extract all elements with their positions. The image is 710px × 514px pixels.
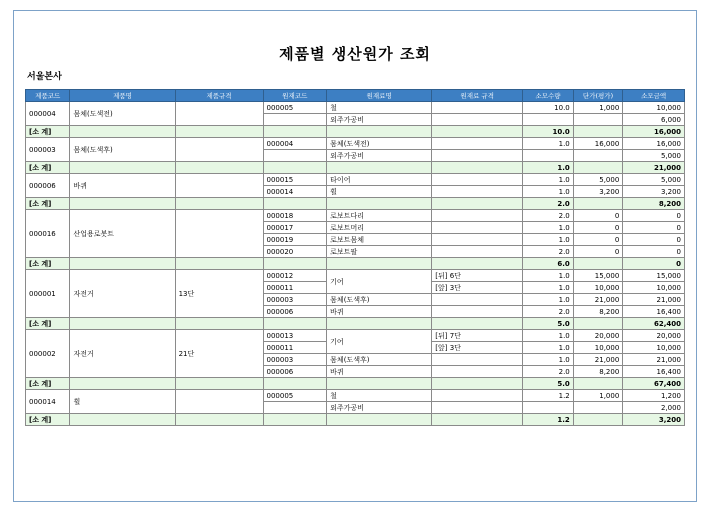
unit-price: 8,200 (573, 306, 623, 318)
product-code: 000016 (26, 210, 70, 258)
subtotal-amount: 0 (623, 258, 685, 270)
subtotal-empty (573, 414, 623, 426)
subtotal-empty (573, 318, 623, 330)
quantity: 2.0 (523, 306, 574, 318)
quantity (523, 114, 574, 126)
material-spec: [앞] 3단 (432, 282, 523, 294)
material-name: 바퀴 (327, 306, 432, 318)
col-header[interactable]: 원재료명 (327, 90, 432, 102)
table-row[interactable] (26, 174, 685, 186)
subtotal-empty (263, 198, 327, 210)
material-spec: [뒤] 7단 (432, 330, 523, 342)
product-name: 몸체(도색전) (70, 102, 175, 126)
page-title: 제품별 생산원가 조회 (279, 45, 431, 63)
subtotal-amount: 16,000 (623, 126, 685, 138)
subtotal-empty (70, 162, 175, 174)
amount: 0 (623, 234, 685, 246)
subtotal-empty (432, 198, 523, 210)
material-name: 휠 (327, 186, 432, 198)
material-code: 000018 (263, 210, 327, 222)
subtotal-amount: 8,200 (623, 198, 685, 210)
amount: 3,200 (623, 186, 685, 198)
quantity: 1.0 (523, 174, 574, 186)
material-spec (432, 402, 523, 414)
material-spec (432, 222, 523, 234)
subtotal-empty (70, 414, 175, 426)
amount: 10,000 (623, 102, 685, 114)
col-header[interactable]: 제품명 (70, 90, 175, 102)
col-header[interactable]: 제품코드 (26, 90, 70, 102)
material-name: 몸체(도색전) (327, 138, 432, 150)
material-spec (432, 294, 523, 306)
subtotal-row[interactable] (26, 414, 685, 426)
material-name: 로보트머리 (327, 222, 432, 234)
amount: 6,000 (623, 114, 685, 126)
header-row (26, 90, 685, 102)
product-name: 자전거 (70, 330, 175, 378)
subtotal-empty (70, 126, 175, 138)
subtotal-label: [소 계] (26, 414, 70, 426)
unit-price: 5,000 (573, 174, 623, 186)
quantity: 1.0 (523, 138, 574, 150)
product-code: 000004 (26, 102, 70, 126)
quantity: 1.0 (523, 186, 574, 198)
product-name: 바퀴 (70, 174, 175, 198)
material-code: 000006 (263, 366, 327, 378)
material-name: 로보트다리 (327, 210, 432, 222)
unit-price: 1,000 (573, 390, 623, 402)
product-spec (175, 174, 263, 198)
table-row[interactable] (26, 102, 685, 114)
table-row[interactable] (26, 330, 685, 342)
unit-price: 16,000 (573, 138, 623, 150)
subtotal-empty (573, 162, 623, 174)
subtotal-row[interactable] (26, 378, 685, 390)
material-name: 기어 (327, 270, 432, 294)
material-code: 000004 (263, 138, 327, 150)
material-spec (432, 174, 523, 186)
product-spec: 13단 (175, 270, 263, 318)
subtotal-empty (70, 258, 175, 270)
subtotal-empty (263, 318, 327, 330)
unit-price: 0 (573, 234, 623, 246)
amount: 5,000 (623, 174, 685, 186)
subtotal-label: [소 계] (26, 126, 70, 138)
quantity: 2.0 (523, 210, 574, 222)
quantity: 2.0 (523, 366, 574, 378)
subtotal-quantity: 2.0 (523, 198, 574, 210)
material-code: 000005 (263, 102, 327, 114)
subtotal-label: [소 계] (26, 198, 70, 210)
unit-price: 3,200 (573, 186, 623, 198)
product-name: 산업용로봇트 (70, 210, 175, 258)
subtotal-empty (432, 414, 523, 426)
product-code: 000014 (26, 390, 70, 414)
material-code: 000020 (263, 246, 327, 258)
quantity: 1.0 (523, 294, 574, 306)
unit-price: 15,000 (573, 270, 623, 282)
material-spec (432, 114, 523, 126)
product-spec: 21단 (175, 330, 263, 378)
table-row[interactable] (26, 138, 685, 150)
material-spec (432, 210, 523, 222)
amount: 20,000 (623, 330, 685, 342)
subtotal-empty (573, 258, 623, 270)
subtotal-quantity: 1.2 (523, 414, 574, 426)
material-code: 000011 (263, 342, 327, 354)
subtotal-label: [소 계] (26, 258, 70, 270)
subtotal-empty (70, 378, 175, 390)
table-row[interactable] (26, 390, 685, 402)
amount: 16,400 (623, 366, 685, 378)
material-name: 로보트몸체 (327, 234, 432, 246)
unit-price: 21,000 (573, 354, 623, 366)
subtotal-amount: 62,400 (623, 318, 685, 330)
material-code: 000013 (263, 330, 327, 342)
product-code: 000006 (26, 174, 70, 198)
amount: 21,000 (623, 354, 685, 366)
material-spec (432, 138, 523, 150)
subtotal-empty (432, 378, 523, 390)
quantity: 10.0 (523, 102, 574, 114)
subtotal-row[interactable] (26, 162, 685, 174)
col-header[interactable]: 소모수량 (523, 90, 574, 102)
material-code (263, 402, 327, 414)
subtotal-amount: 21,000 (623, 162, 685, 174)
quantity (523, 402, 574, 414)
amount: 10,000 (623, 282, 685, 294)
amount: 1,200 (623, 390, 685, 402)
subtotal-quantity: 5.0 (523, 318, 574, 330)
material-code: 000005 (263, 390, 327, 402)
material-code: 000003 (263, 354, 327, 366)
material-code: 000019 (263, 234, 327, 246)
material-code: 000006 (263, 306, 327, 318)
product-code: 000003 (26, 138, 70, 162)
material-name: 외주가공비 (327, 114, 432, 126)
material-name: 외주가공비 (327, 150, 432, 162)
quantity: 1.0 (523, 330, 574, 342)
subtotal-quantity: 6.0 (523, 258, 574, 270)
material-name: 바퀴 (327, 366, 432, 378)
amount: 0 (623, 222, 685, 234)
subtotal-empty (327, 378, 432, 390)
material-name: 외주가공비 (327, 402, 432, 414)
material-code: 000015 (263, 174, 327, 186)
subtotal-empty (327, 258, 432, 270)
material-name: 몸체(도색후) (327, 294, 432, 306)
unit-price: 0 (573, 210, 623, 222)
subtotal-label: [소 계] (26, 378, 70, 390)
material-name: 기어 (327, 330, 432, 354)
unit-price: 10,000 (573, 342, 623, 354)
subtotal-empty (263, 378, 327, 390)
material-spec (432, 306, 523, 318)
unit-price: 21,000 (573, 294, 623, 306)
product-spec (175, 390, 263, 414)
product-code: 000001 (26, 270, 70, 318)
quantity: 1.0 (523, 354, 574, 366)
subtotal-empty (432, 162, 523, 174)
quantity: 1.0 (523, 270, 574, 282)
quantity: 1.0 (523, 234, 574, 246)
subtotal-row[interactable] (26, 258, 685, 270)
unit-price (573, 114, 623, 126)
material-code: 000014 (263, 186, 327, 198)
quantity: 1.0 (523, 222, 574, 234)
subtotal-empty (175, 378, 263, 390)
amount: 10,000 (623, 342, 685, 354)
subtotal-empty (175, 318, 263, 330)
material-code (263, 114, 327, 126)
material-spec (432, 102, 523, 114)
table-row[interactable] (26, 210, 685, 222)
subtotal-quantity: 1.0 (523, 162, 574, 174)
subtotal-empty (573, 126, 623, 138)
subtotal-amount: 3,200 (623, 414, 685, 426)
subtotal-empty (175, 198, 263, 210)
material-name: 로보트팔 (327, 246, 432, 258)
amount: 0 (623, 210, 685, 222)
subtotal-empty (327, 162, 432, 174)
unit-price: 8,200 (573, 366, 623, 378)
material-spec (432, 354, 523, 366)
product-code: 000002 (26, 330, 70, 378)
product-name: 자전거 (70, 270, 175, 318)
table-body (26, 102, 685, 426)
material-code: 000003 (263, 294, 327, 306)
amount: 15,000 (623, 270, 685, 282)
unit-price (573, 402, 623, 414)
amount: 16,400 (623, 306, 685, 318)
unit-price: 20,000 (573, 330, 623, 342)
material-name: 타이어 (327, 174, 432, 186)
amount: 21,000 (623, 294, 685, 306)
unit-price: 0 (573, 246, 623, 258)
subtotal-empty (432, 126, 523, 138)
col-header[interactable]: 소모금액 (623, 90, 685, 102)
subtotal-empty (327, 318, 432, 330)
subtotal-empty (263, 414, 327, 426)
subtotal-empty (175, 258, 263, 270)
subtotal-quantity: 10.0 (523, 126, 574, 138)
amount: 0 (623, 246, 685, 258)
amount: 16,000 (623, 138, 685, 150)
col-header[interactable]: 원재코드 (263, 90, 327, 102)
product-spec (175, 102, 263, 126)
material-spec (432, 150, 523, 162)
subtotal-empty (70, 198, 175, 210)
subtotal-label: [소 계] (26, 162, 70, 174)
material-name: 몸체(도색후) (327, 354, 432, 366)
material-code: 000012 (263, 270, 327, 282)
material-spec: [앞] 3단 (432, 342, 523, 354)
subtotal-empty (175, 126, 263, 138)
product-name: 휠 (70, 390, 175, 414)
subtotal-empty (327, 198, 432, 210)
col-header[interactable]: 원재료 규격 (432, 90, 523, 102)
col-header[interactable]: 제품규격 (175, 90, 263, 102)
subtotal-empty (263, 126, 327, 138)
quantity (523, 150, 574, 162)
material-code: 000011 (263, 282, 327, 294)
material-spec (432, 366, 523, 378)
subtotal-empty (70, 318, 175, 330)
amount: 5,000 (623, 150, 685, 162)
table-row[interactable] (26, 270, 685, 282)
quantity: 1.2 (523, 390, 574, 402)
quantity: 2.0 (523, 246, 574, 258)
product-spec (175, 210, 263, 258)
subtotal-empty (175, 414, 263, 426)
material-spec (432, 186, 523, 198)
subtotal-empty (263, 258, 327, 270)
subtotal-empty (263, 162, 327, 174)
unit-price: 1,000 (573, 102, 623, 114)
subtotal-row[interactable] (26, 198, 685, 210)
subtotal-amount: 67,400 (623, 378, 685, 390)
subtotal-empty (573, 378, 623, 390)
product-spec (175, 138, 263, 162)
material-name: 철 (327, 390, 432, 402)
amount: 2,000 (623, 402, 685, 414)
cost-table (25, 89, 685, 426)
subtotal-empty (573, 198, 623, 210)
unit-price: 10,000 (573, 282, 623, 294)
material-spec: [뒤] 6단 (432, 270, 523, 282)
material-spec (432, 390, 523, 402)
subtotal-empty (327, 126, 432, 138)
material-code (263, 150, 327, 162)
unit-price (573, 150, 623, 162)
subtotal-row[interactable] (26, 318, 685, 330)
material-spec (432, 234, 523, 246)
quantity: 1.0 (523, 342, 574, 354)
product-name: 몸체(도색후) (70, 138, 175, 162)
subtotal-empty (432, 258, 523, 270)
branch-label: 서울본사 (27, 72, 62, 82)
material-spec (432, 246, 523, 258)
subtotal-row[interactable] (26, 126, 685, 138)
material-name: 철 (327, 102, 432, 114)
subtotal-quantity: 5.0 (523, 378, 574, 390)
subtotal-empty (327, 414, 432, 426)
unit-price: 0 (573, 222, 623, 234)
subtotal-empty (175, 162, 263, 174)
material-code: 000017 (263, 222, 327, 234)
subtotal-empty (432, 318, 523, 330)
subtotal-label: [소 계] (26, 318, 70, 330)
col-header[interactable]: 단가(평가) (573, 90, 623, 102)
quantity: 1.0 (523, 282, 574, 294)
